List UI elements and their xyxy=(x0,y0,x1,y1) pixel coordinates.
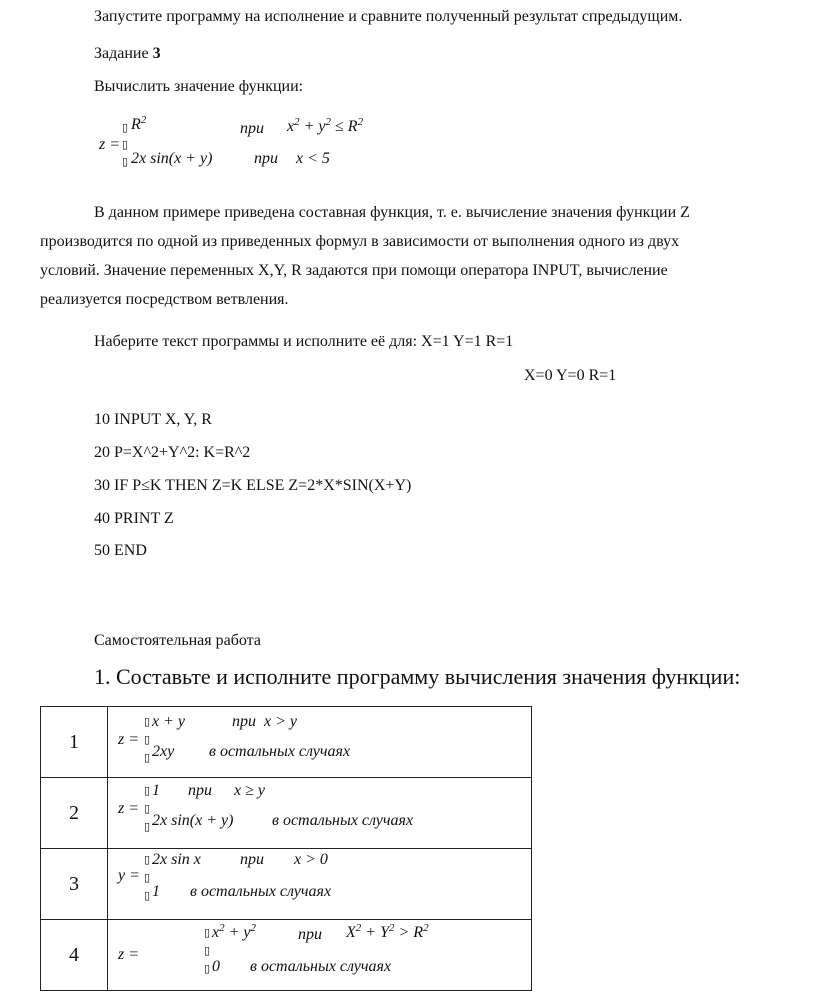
row1-word: при xyxy=(188,782,212,799)
task-row xyxy=(41,920,532,991)
task-number: 1 xyxy=(41,707,108,778)
row1-word: при xyxy=(240,851,264,868)
intro-line: Запустите программу на исполнение и сравните полученный результат спредыдущим. xyxy=(94,8,683,25)
task-formula xyxy=(108,920,532,991)
row2-expr: 2x sin(x + y) xyxy=(152,812,234,829)
formula-lhs: y = xyxy=(118,867,140,884)
case1-cond: $x^2 + y^2 \le R^2$ xyxy=(287,116,364,135)
program-line: 50 END xyxy=(94,542,147,559)
brace-glyph: ▯ xyxy=(144,890,151,902)
task-formula xyxy=(108,849,532,920)
brace-glyph: ▯ xyxy=(122,156,129,168)
row2-word: в остальных случаях xyxy=(209,743,351,760)
row1-expr: $x^2 + y^2$ xyxy=(212,922,257,941)
case2-cond-word: при xyxy=(254,150,278,167)
case1-expr: $R^2$ xyxy=(131,114,147,133)
brace-glyph: ▯ xyxy=(204,927,211,939)
task-row xyxy=(41,849,532,920)
program-line: 40 PRINT Z xyxy=(94,510,174,527)
row1-expr: 1 xyxy=(152,782,160,799)
program-line: 30 IF P≤K THEN Z=K ELSE Z=2*X*SIN(X+Y) xyxy=(94,477,412,494)
row2-word: в остальных случаях xyxy=(190,883,332,900)
task-number: 4 xyxy=(41,920,108,991)
program-line: 20 P=X^2+Y^2: K=R^2 xyxy=(94,444,251,461)
case1-cond-word: при xyxy=(240,120,264,137)
row1-cond: x > 0 xyxy=(294,851,328,868)
row1-cond: x > y xyxy=(264,713,297,730)
row1-word: при xyxy=(232,713,256,730)
formula-lhs: z = xyxy=(99,136,121,153)
brace-glyph: ▯ xyxy=(144,785,151,797)
formula-lhs: z = xyxy=(118,731,140,748)
task3-title xyxy=(94,45,161,63)
instructions-line-2: X=0 Y=0 R=1 xyxy=(524,367,617,384)
row2-expr: 0 xyxy=(212,958,220,975)
row1-expr: x + y xyxy=(152,713,185,730)
description-line-2: производится по одной из приведенных формул в зависимости от выполнения одного из двух xyxy=(40,233,680,250)
tasks-table xyxy=(40,706,532,991)
brace-glyph: ▯ xyxy=(144,854,151,866)
brace-glyph: ▯ xyxy=(144,716,151,728)
task-row xyxy=(41,778,532,849)
row1-word: при xyxy=(298,926,322,943)
formula-lhs: z = xyxy=(118,800,140,817)
task3-subtitle: Вычислить значение функции: xyxy=(94,78,304,95)
row2-expr: 2xy xyxy=(152,743,175,760)
instructions-line-1: Наберите текст программы и исполните её для: X=1 Y=1 R=1 xyxy=(94,333,514,350)
description-line-1: В данном примере приведена составная функция, т. е. вычисление значения функции Z xyxy=(94,204,690,221)
self-work-title: Самостоятельная работа xyxy=(94,632,261,649)
self-work-heading: 1. Составьте и исполните программу вычисления значения функции: xyxy=(94,664,741,689)
brace-glyph: ▯ xyxy=(204,945,211,957)
formula-lhs: z = xyxy=(118,946,140,963)
brace-glyph: ▯ xyxy=(144,752,151,764)
task-formula xyxy=(108,778,532,849)
description-line-3: условий. Значение переменных X,Y, R задаются при помощи оператора INPUT, вычисление xyxy=(40,262,668,279)
brace-glyph: ▯ xyxy=(144,821,151,833)
row1-cond: x ≥ y xyxy=(234,782,265,799)
brace-glyph: ▯ xyxy=(122,139,129,151)
program-line: 10 INPUT X, Y, R xyxy=(94,411,212,428)
row1-expr: 2x sin x xyxy=(152,851,201,868)
task-formula xyxy=(108,707,532,778)
task-number: 2 xyxy=(41,778,108,849)
row2-word: в остальных случаях xyxy=(250,958,392,975)
task3-title-num: 3 xyxy=(152,45,161,62)
brace-glyph: ▯ xyxy=(144,872,151,884)
row2-word: в остальных случаях xyxy=(272,812,414,829)
task-number: 3 xyxy=(41,849,108,920)
row2-expr: 1 xyxy=(152,883,160,900)
brace-glyph: ▯ xyxy=(144,803,151,815)
case2-cond: x < 5 xyxy=(296,150,330,167)
brace-glyph: ▯ xyxy=(122,122,129,134)
brace-glyph: ▯ xyxy=(204,963,211,975)
row1-cond: $X^2 + Y^2 > R^2$ xyxy=(346,922,429,941)
task-row xyxy=(41,707,532,778)
task3-title-prefix: Задание xyxy=(94,45,153,62)
description-line-4: реализуется посредством ветвления. xyxy=(40,291,289,308)
case2-expr: 2x sin(x + y) xyxy=(131,150,213,167)
brace-glyph: ▯ xyxy=(144,734,151,746)
